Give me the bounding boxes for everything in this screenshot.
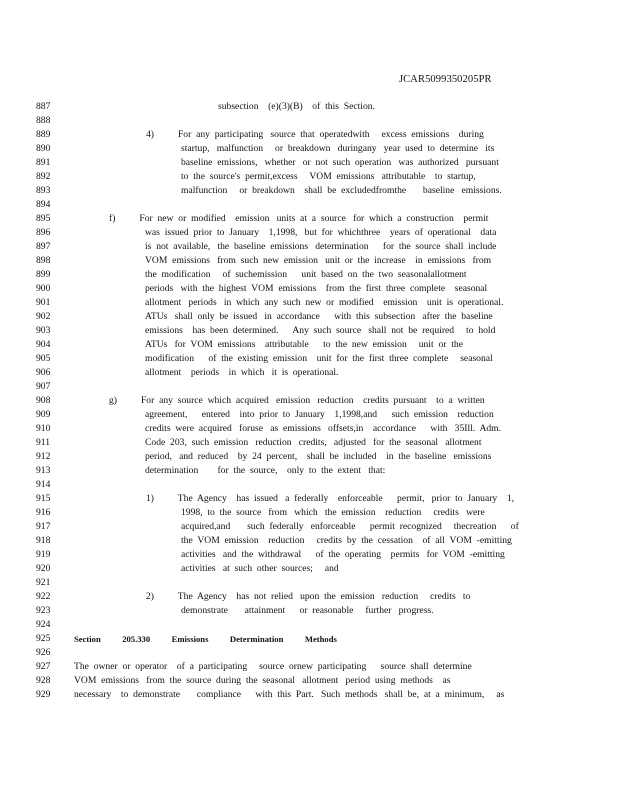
text-line (0, 534, 618, 548)
line-text: 4) For any participating source that operatedwith excess emissions during (146, 129, 484, 140)
line-number: 928 (36, 675, 51, 686)
text-line (0, 450, 618, 464)
text-line (0, 422, 618, 436)
line-text: 2) The Agency has not relied upon the emission reduction credits to (146, 591, 471, 602)
text-line (0, 576, 618, 590)
line-text: demonstrate attainment or reasonable further progress. (181, 605, 434, 616)
line-number: 919 (36, 549, 51, 560)
line-number: 923 (36, 605, 51, 616)
line-text: ATUs shall only be issued in accordance with this subsection after the baseline (145, 311, 493, 322)
line-text: allotment periods in which any such new or modified emission unit is operational. (145, 297, 504, 308)
line-text: VOM emissions from such new emission unit or the increase in emissions from (145, 255, 492, 266)
line-text: allotment periods in which it is operational. (145, 367, 339, 378)
line-text: to the source's permit,excess VOM emissions attributable to startup, (181, 171, 476, 182)
line-number: 907 (36, 381, 51, 392)
text-line (0, 646, 618, 660)
line-number: 909 (36, 409, 51, 420)
text-line (0, 394, 618, 408)
line-text: acquired,and such federally enforceable permit recognized thecreation of (181, 521, 519, 532)
text-line (0, 296, 618, 310)
line-number: 925 (36, 633, 51, 644)
line-number: 895 (36, 213, 51, 224)
line-text: the modification of suchemission unit based on the two seasonalallotment (145, 269, 467, 280)
text-line (0, 170, 618, 184)
line-number: 893 (36, 185, 51, 196)
line-number: 913 (36, 465, 51, 476)
line-number: 917 (36, 521, 51, 532)
text-line (0, 478, 618, 492)
text-line (0, 436, 618, 450)
line-number: 910 (36, 423, 51, 434)
line-number: 888 (36, 115, 51, 126)
text-line (0, 198, 618, 212)
text-line (0, 464, 618, 478)
text-line (0, 338, 618, 352)
text-line (0, 380, 618, 394)
text-line (0, 520, 618, 534)
line-text: Code 203, such emission reduction credits, adjusted for the seasonal allotment (145, 437, 482, 448)
line-number: 897 (36, 241, 51, 252)
line-number: 896 (36, 227, 51, 238)
text-line (0, 128, 618, 142)
line-number: 922 (36, 591, 51, 602)
text-line (0, 618, 618, 632)
line-text: the VOM emission reduction credits by the cessation of all VOM -emitting (181, 535, 512, 546)
text-line (0, 408, 618, 422)
line-number: 927 (36, 661, 51, 672)
line-text: determination for the source, only to the extent that: (145, 465, 386, 476)
text-line (0, 562, 618, 576)
line-text: activities and the withdrawal of the operating permits for VOM -emitting (181, 549, 505, 560)
text-line (0, 688, 618, 702)
text-line (0, 604, 618, 618)
text-line (0, 282, 618, 296)
line-text: malfunction or breakdown shall be excludedfromthe baseline emissions. (181, 185, 502, 196)
line-text: VOM emissions from the source during the seasonal allotment period using methods as (74, 675, 451, 686)
line-number: 929 (36, 689, 51, 700)
line-number: 898 (36, 255, 51, 266)
line-number: 900 (36, 283, 51, 294)
line-number: 890 (36, 143, 51, 154)
line-text: ATUs for VOM emissions attributable to the new emission unit or the (145, 339, 463, 350)
line-text: activities at such other sources; and (181, 563, 339, 574)
line-number: 916 (36, 507, 51, 518)
text-line (0, 674, 618, 688)
line-text: was issued prior to January 1,1998, but for whichthree years of operational data (145, 227, 497, 238)
line-number: 918 (36, 535, 51, 546)
line-text: subsection (e)(3)(B) of this Section. (218, 101, 375, 112)
line-number: 906 (36, 367, 51, 378)
text-line (0, 660, 618, 674)
line-text: f) For new or modified emission units at a source for which a construction permit (109, 213, 489, 224)
line-text: g) For any source which acquired emission reduction credits pursuant to a written (109, 395, 485, 406)
line-number: 892 (36, 171, 51, 182)
line-text: 1) The Agency has issued a federally enforceable permit, prior to January 1, (146, 493, 515, 504)
line-number: 902 (36, 311, 51, 322)
line-text: credits were acquired foruse as emissions offsets,in accordance with 35Ill. Adm. (145, 423, 502, 434)
line-number: 914 (36, 479, 51, 490)
line-text: periods with the highest VOM emissions from the first three complete seasonal (145, 283, 488, 294)
text-line (0, 156, 618, 170)
line-number: 899 (36, 269, 51, 280)
document-body (0, 100, 618, 702)
line-number: 915 (36, 493, 51, 504)
text-line (0, 506, 618, 520)
text-line (0, 548, 618, 562)
text-line (0, 268, 618, 282)
text-line (0, 226, 618, 240)
line-text: startup, malfunction or breakdown duringany year used to determine its (181, 143, 495, 154)
text-line (0, 590, 618, 604)
text-line (0, 492, 618, 506)
line-text: agreement, entered into prior to January 1,1998,and such emission reduction (145, 409, 494, 420)
text-line (0, 324, 618, 338)
line-text: is not available, the baseline emissions determination for the source shall include (145, 241, 497, 252)
line-number: 894 (36, 199, 51, 210)
text-line (0, 142, 618, 156)
line-number: 924 (36, 619, 51, 630)
line-number: 921 (36, 577, 51, 588)
line-number: 920 (36, 563, 51, 574)
text-line (0, 100, 618, 114)
text-line (0, 352, 618, 366)
text-line (0, 310, 618, 324)
line-number: 911 (36, 437, 51, 448)
text-line (0, 254, 618, 268)
line-number: 905 (36, 353, 51, 364)
text-line (0, 212, 618, 226)
document-header-id: JCAR5099350205PR (399, 74, 492, 85)
text-line (0, 240, 618, 254)
line-number: 901 (36, 297, 51, 308)
line-number: 926 (36, 647, 51, 658)
text-line (0, 114, 618, 128)
text-line (0, 184, 618, 198)
line-number: 904 (36, 339, 51, 350)
section-heading-text: Section 205.330 Emissions Determination Methods (74, 634, 337, 644)
line-text: emissions has been determined. Any such source shall not be required to hold (145, 325, 496, 336)
line-number: 889 (36, 129, 51, 140)
line-text: The owner or operator of a participating source ornew participating source shall determine (74, 661, 472, 672)
line-number: 908 (36, 395, 51, 406)
line-text: period, and reduced by 24 percent, shall be included in the baseline emissions (145, 451, 492, 462)
line-text: modification of the existing emission unit for the first three complete seasonal (145, 353, 493, 364)
line-number: 887 (36, 101, 51, 112)
section-heading (0, 632, 618, 646)
line-text: baseline emissions, whether or not such operation was authorized pursuant (181, 157, 499, 168)
line-text: 1998, to the source from which the emission reduction credits were (181, 507, 485, 518)
text-line (0, 366, 618, 380)
line-number: 912 (36, 451, 51, 462)
line-text: necessary to demonstrate compliance with this Part. Such methods shall be, at a minimum, as (74, 689, 505, 700)
line-number: 891 (36, 157, 51, 168)
line-number: 903 (36, 325, 51, 336)
